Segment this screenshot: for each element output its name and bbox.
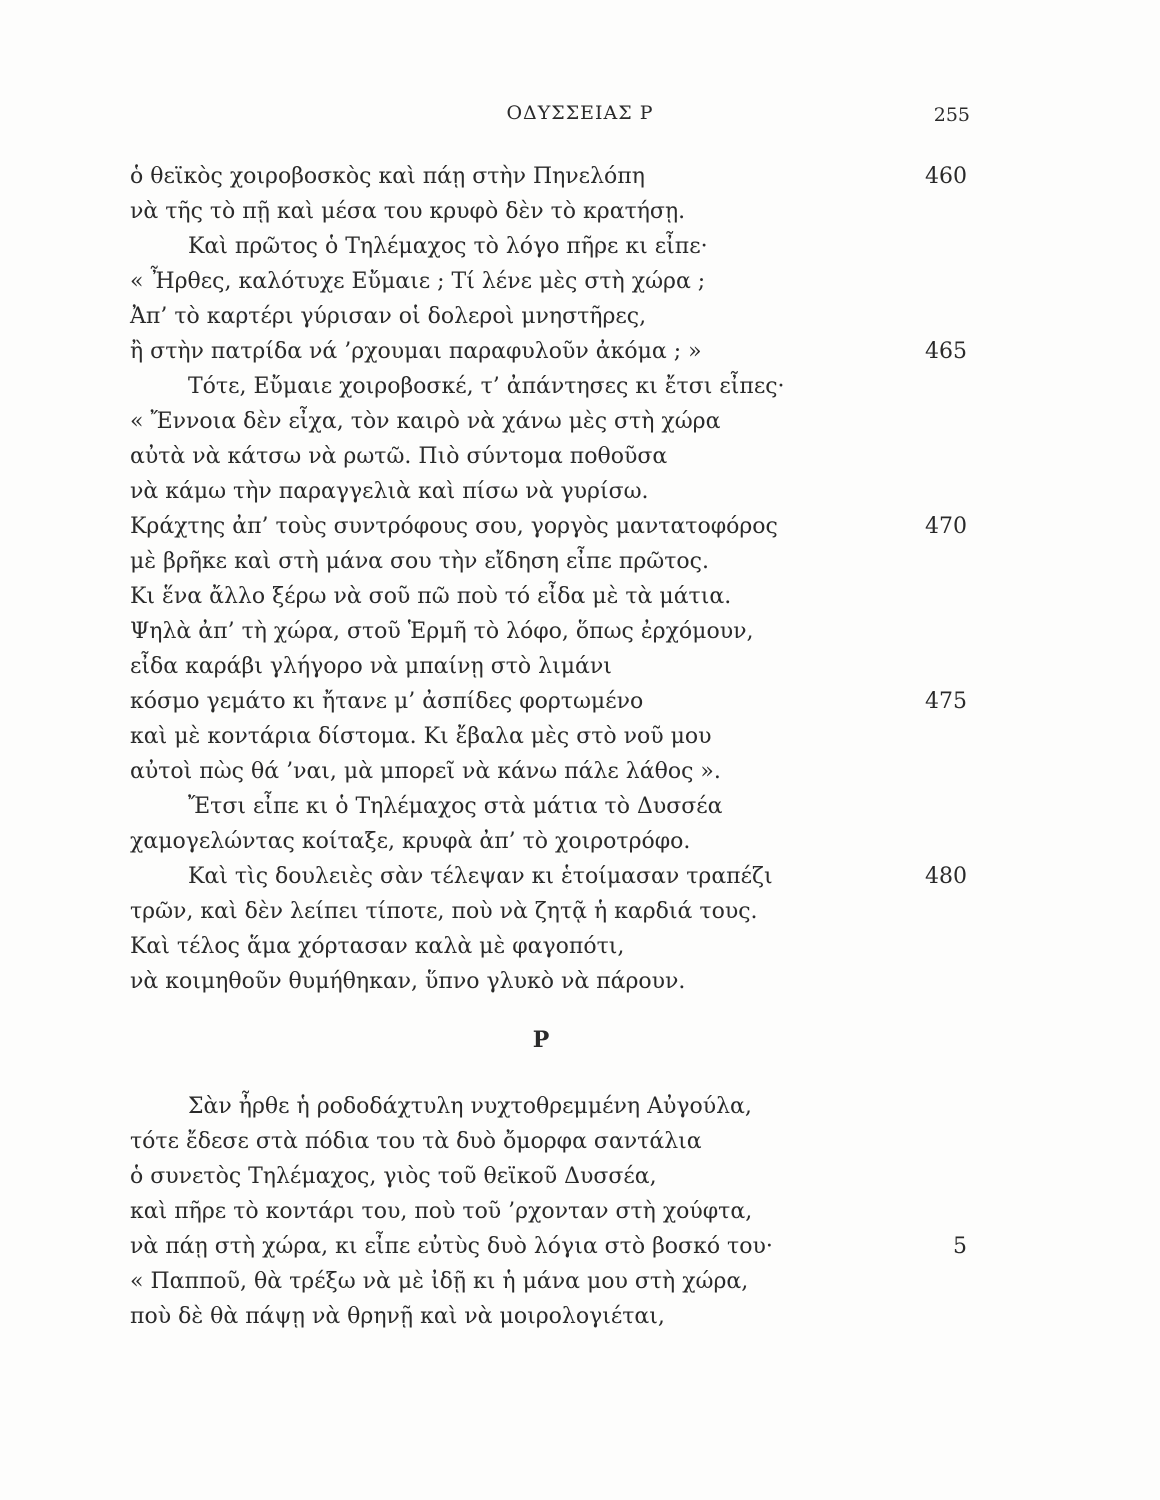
verse-line: « Παπποῦ, θὰ τρέξω νὰ μὲ ἰδῇ κι ἡ μάνα μου στὴ χώρα, [130,1269,749,1294]
line-number: 470 [925,514,967,539]
verse-line: Καὶ τέλος ἅμα χόρτασαν καλὰ μὲ φαγοπότι, [130,934,625,959]
verse-line: εἶδα καράβι γλήγορο νὰ μπαίνῃ στὸ λιμάνι [130,654,612,679]
running-head [0,102,1160,132]
verse-line: νὰ τῆς τὸ πῇ καὶ μέσα του κρυφὸ δὲν τὸ κρατήσῃ. [130,199,686,224]
verse-line: ποὺ δὲ θὰ πάψῃ νὰ θρηνῇ καὶ νὰ μοιρολογιέται, [130,1304,665,1329]
verse-line: χαμογελώντας κοίταξε, κρυφὰ ἀπ’ τὸ χοιροτρόφο. [130,829,691,854]
verse-line: « Ἦρθες, καλότυχε Εὔμαιε ; Τί λένε μὲς στὴ χώρα ; [130,269,706,294]
running-title: ΟΔΥΣΣΕΙΑΣ Ρ [506,102,654,124]
verse-line: τότε ἔδεσε στὰ πόδια του τὰ δυὸ ὄμορφα σαντάλια [130,1129,702,1154]
verse-line: ὁ συνετὸς Τηλέμαχος, γιὸς τοῦ θεϊκοῦ Δυσσέα, [130,1164,657,1189]
verse-line: « Ἔννοια δὲν εἶχα, τὸν καιρὸ νὰ χάνω μὲς στὴ χώρα [130,409,721,434]
page-number: 255 [933,104,970,126]
verse-line: αὐτοὶ πὼς θά ’ναι, μὰ μπορεῖ νὰ κάνω πάλε λάθος ». [130,759,721,784]
verse-line: μὲ βρῆκε καὶ στὴ μάνα σου τὴν εἴδηση εἶπε πρῶτος. [130,549,709,574]
verse-line: νὰ πάῃ στὴ χώρα, κι εἶπε εὐτὺς δυὸ λόγια στὸ βοσκό του· [130,1234,773,1259]
verse-line: Ψηλὰ ἀπ’ τὴ χώρα, στοῦ Ἑρμῆ τὸ λόφο, ὅπως ἐρχόμουν, [130,619,754,644]
verse-line: Τότε, Εὔμαιε χοιροβοσκέ, τ’ ἀπάντησες κι ἔτσι εἶπες· [188,374,785,399]
verse-line: νὰ κάμω τὴν παραγγελιὰ καὶ πίσω νὰ γυρίσω. [130,479,649,504]
verse-line: τρῶν, καὶ δὲν λείπει τίποτε, ποὺ νὰ ζητᾷ ἡ καρδιά τους. [130,899,758,924]
line-number: 465 [925,339,967,364]
line-number: 460 [925,164,967,189]
line-number: 5 [953,1234,967,1259]
verse-line: καὶ πῆρε τὸ κοντάρι του, ποὺ τοῦ ’ρχονταν στὴ χούφτα, [130,1199,753,1224]
verse-line: κόσμο γεμάτο κι ἤτανε μ’ ἀσπίδες φορτωμένο [130,689,644,714]
verse-line: Ἀπ’ τὸ καρτέρι γύρισαν οἱ δολεροὶ μνηστῆρες, [130,304,647,329]
line-number: 475 [925,689,967,714]
verse-line: αὐτὰ νὰ κάτσω νὰ ρωτῶ. Πιὸ σύντομα ποθοῦσα [130,444,668,469]
verse-line: ἢ στὴν πατρίδα νά ’ρχουμαι παραφυλοῦν ἀκόμα ; » [130,339,702,364]
verse-line: Σὰν ἦρθε ἡ ροδοδάχτυλη νυχτοθρεμμένη Αὐγούλα, [188,1094,752,1119]
verse-line: Κι ἕνα ἄλλο ξέρω νὰ σοῦ πῶ ποὺ τό εἶδα μὲ τὰ μάτια. [130,584,732,609]
verse-line: Καὶ πρῶτος ὁ Τηλέμαχος τὸ λόγο πῆρε κι εἶπε· [188,234,708,259]
verse-line: ὁ θεϊκὸς χοιροβοσκὸς καὶ πάῃ στὴν Πηνελόπη [130,164,645,189]
line-number: 480 [925,864,967,889]
verse-line: καὶ μὲ κοντάρια δίστομα. Κι ἔβαλα μὲς στὸ νοῦ μου [130,724,712,749]
verse-line: Καὶ τὶς δουλειὲς σὰν τέλεψαν κι ἑτοίμασαν τραπέζι [188,864,773,889]
verse-line: νὰ κοιμηθοῦν θυμήθηκαν, ὕπνο γλυκὸ νὰ πάρουν. [130,969,686,994]
verse-line: Κράχτης ἀπ’ τοὺς συντρόφους σου, γοργὸς μαντατοφόρος [130,514,778,539]
verse-line: Ἔτσι εἶπε κι ὁ Τηλέμαχος στὰ μάτια τὸ Δυσσέα [188,794,723,819]
book-heading: Ρ [532,1027,550,1053]
